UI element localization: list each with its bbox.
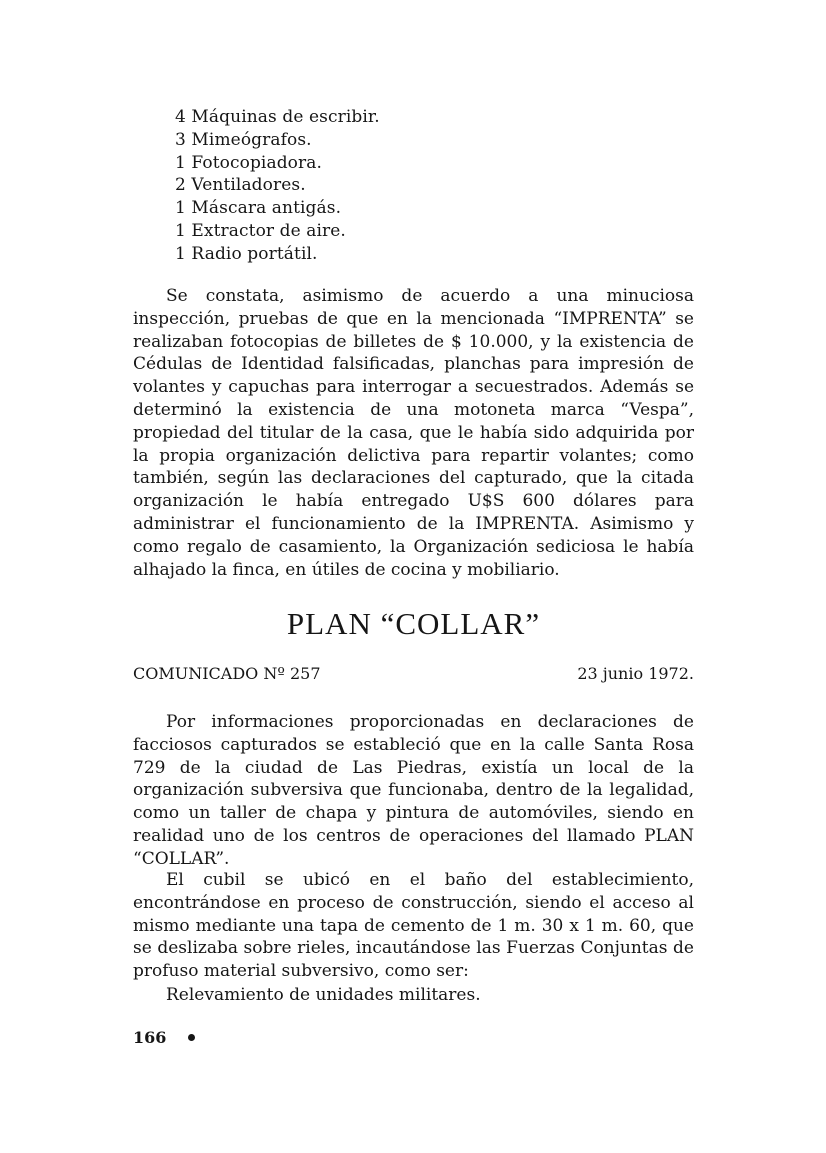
paragraph-text: El cubil se ubicó en el baño del establecimiento, encontrándose en proceso de construcción, siendo el acceso al mismo mediante una tapa de cemento de 1 m. 30 x 1 m. 60, que se deslizaba sobre rieles, incautándose las Fuerzas Conjuntas de profuso material subversivo, como ser: xyxy=(133,870,694,982)
comunicado-date: 23 junio 1972. xyxy=(577,664,694,683)
inventory-item: 3 Mimeógrafos. xyxy=(175,129,312,150)
paragraph-text: Se constata, asimismo de acuerdo a una minuciosa inspección, pruebas de que en la mencionada “IMPRENTA” se realizaban fotocopias de billetes de $ 10.000, y la existencia de Cédulas de Identidad falsificadas, planchas para impresión de volantes y capuchas para interrogar a secuestrados. Además se determinó la existencia de una motoneta marca “Vespa”, propiedad del titular de la casa, que le había sido adquirida por la propia organización delictiva para repartir volantes; como también, según las declaraciones del capturado, que la citada organización le había entregado U$S 600 dólares para administrar el funcionamiento de la IMPRENTA. Asimismo y como regalo de casamiento, la Organización sediciosa le había alhajado la finca, en útiles de cocina y mobiliario. xyxy=(133,286,694,580)
bullet-icon xyxy=(188,1034,195,1041)
comunicado-label: COMUNICADO Nº 257 xyxy=(133,664,321,683)
paragraph-text: Relevamiento de unidades militares. xyxy=(166,985,481,1005)
paragraph-text: Por informaciones proporcionadas en declaraciones de facciosos capturados se estableció que en la calle Santa Rosa 729 de la ciudad de Las Piedras, existía un local de la organización subversiva que funcionaba, dentro de la legalidad, como un taller de chapa y pintura de automóviles, siendo en realidad uno de los centros de operaciones del llamado PLAN “COLLAR”. xyxy=(133,712,694,869)
page-footer xyxy=(133,1028,195,1047)
inventory-item: 1 Fotocopiadora. xyxy=(175,152,322,173)
inventory-item: 4 Máquinas de escribir. xyxy=(175,107,380,127)
inventory-item: 1 Máscara antigás. xyxy=(175,198,342,219)
paragraph-hideout xyxy=(133,869,694,983)
page-number: 166 xyxy=(133,1028,167,1047)
paragraph-location xyxy=(133,711,694,871)
inventory-item: 1 Extractor de aire. xyxy=(175,220,346,241)
comunicado-header xyxy=(133,664,694,683)
paragraph-material xyxy=(133,984,694,1007)
inventory-list xyxy=(175,106,475,266)
paragraph-inspection xyxy=(133,285,694,581)
inventory-item: 2 Ventiladores. xyxy=(175,175,306,196)
section-title: PLAN “COLLAR” xyxy=(286,606,541,641)
inventory-item: 1 Radio portátil. xyxy=(175,243,318,264)
